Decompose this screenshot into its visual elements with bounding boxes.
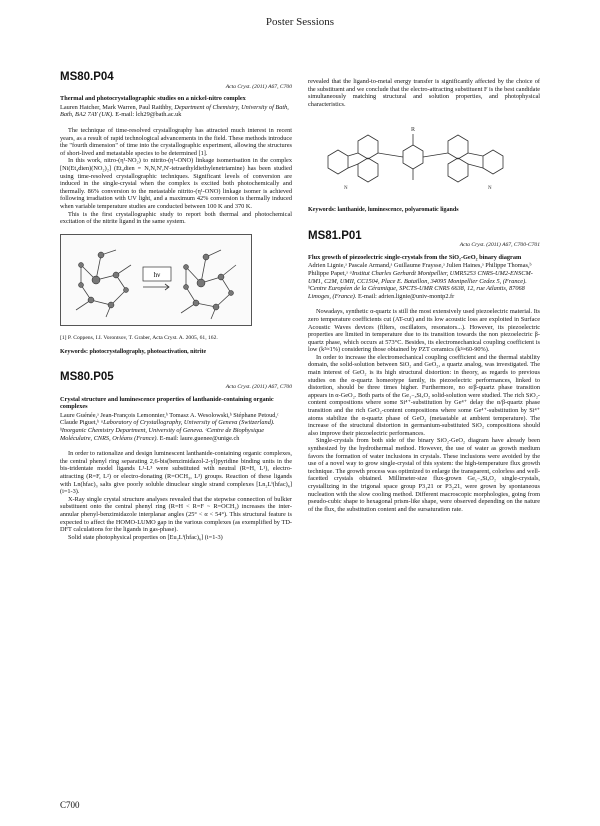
affiliation: Department of Chemistry, University of Bath, Bath, BA2 7AY (UK). <box>60 103 289 119</box>
svg-text:R: R <box>410 127 416 134</box>
reference: [1] P. Coppens, I.I. Vorontsov, T. Graber, Acta Cryst. A. 2005, 61, 162. <box>60 335 218 342</box>
right-column <box>308 78 540 513</box>
paragraph-continuation: revealed that the ligand-to-metal energy transfer is significantly affected by the choice of the substituent and we conclude that the electro-attracting substituent F is the best candidate simultaneously matching structural and solution properties, and photophysical characteristics. <box>308 78 540 108</box>
paragraph: Nowadays, synthetic α-quartz is still the most extensively used piezoelectric material. Its zero temperature coefficients cut (AT-cut) and its low acoustic loss are exploited in Surface Acoustic Waves devices (filters, oscillators, resonators...). However, its piezoelectric properties are limited in temperature due to its transition towards the non piezoelectric β-quartz phase, which occurs at 573°C. Besides, its electromechanical coupling coefficient is low (k²≈1%) considering those obtained by PZT ceramics (k²≈60-90%). <box>308 308 540 354</box>
author-list: Laure Guénée,ᵃ Jean-François Lemonnier,ᵇ Tomasz A. Wesolowski,ᵇ Stéphane Petoud,ᶜ Claude Piguet,ᵇ <box>60 411 279 427</box>
email: E-mail: laure.guenee@unige.ch <box>159 434 240 442</box>
paragraph: In order to increase the electromechanical coupling coefficient and the thermal stability domain, the solid-solution between SiO₂ and GeO₂, a quartz analog, was investigated. The main interest of GeO₂ is its high structural distortion: in theory, as regards to previous studies on the α-quartz homeotype family, its piezoelectric performances, linked to distortion, should be three times higher. Furthermore, no α/β-quartz phase transition appears in α-GeO₂. Both parts of the Ge₁₋ₓSiₓO₂ solid-solution were studied. The rich SiO₂-content compositions where some Si⁴⁺-substitution by Ge⁴⁺ delay the α/β-quartz phase transition and the rich GeO₂-content compositions where some Ge⁴⁺-substitution by Si⁴⁺ atoms stabilize the α-quartz phase of GeO₂ (metastable at ambient temperature). The increase of the structural distortion in germanium-substituted SiO₂ compositions should also improve their piezoelectric performances. <box>308 353 540 437</box>
author-list: Lauren Hatcher, Mark Warren, Paul Raithby, <box>60 103 173 111</box>
abstract-id: MS81.P01 <box>308 229 362 242</box>
page-number: C700 <box>60 800 80 810</box>
hv-label: hν <box>153 270 161 279</box>
abstract-title: Thermal and photocrystallographic studies on a nickel-nitro complex <box>60 95 246 103</box>
abstract-authors <box>308 262 540 300</box>
affiliation: ᵃInstitut Charles Gerhardt Montpellier, UMR5253 CNRS-UM2-ENSCM-UM1, C2M, UMII, CC1504, Place E. Bataillon, 34095 Montpellier Cedex 5, (France). ᵇCentre Européen de la Céramique, SPCTS-UMR CNRS 6638, 12, rue Atlantis, 87068 Limoges, (France). <box>308 269 533 300</box>
author-list: Adrien Lignie,ᵃ Pascale Armand,ᵃ Guillaume Fraysse,ᵃ Julien Haines,ᵃ Philippe Thomas,ᵇ Philippe Papet,ᵃ <box>308 262 532 277</box>
abstract-id: MS80.P05 <box>60 371 114 384</box>
keywords: Keywords: lanthanide, luminescence, polyaromatic ligands <box>308 206 459 213</box>
paragraph: In this work, nitro-(η¹-NO₂) to nitrito-(η¹-ONO) linkage isomerisation in the complex [Ni(Et₄dien)(NO₂)₂] (Et₄dien = N,N,N',N'-tetraethyldiethylenetriamine) has been studied using time-resolved crystallographic techniques. Significant levels of conversion are induced in the single-crystal when the complex is excited both photochemically and thermally. 86% conversion to the metastable nitrito-(η¹-ONO) linkage isomer is achieved following irradiation with UV light, and a maximum 42% conversion is thermally induced when variable temperature studies are conducted between 100 K and 370 K. <box>60 157 292 210</box>
paragraph: X-Ray single crystal structure analyses revealed that the stepwise connection of bulkier substituent onto the central phenyl ring (R=H < R=F ~ R=OCH₃) increases the inter-annular phenyl-benzimidazole interplanar angles (25° < α < 54°). This structural feature is expected to affect the HOMO-LUMO gap in the various complexes (as exemplified by TD-DFT calculations for the ligands in gas-phase). <box>60 495 292 534</box>
paragraph: This is the first crystallographic study to report both thermal and photochemical excitation of the nitrite ligand in the same system. <box>60 210 292 226</box>
svg-text:N: N <box>344 186 348 192</box>
abstract-citation: Acta Cryst. (2011) A67, C700 <box>225 384 292 391</box>
ligand-structure-figure <box>308 116 528 196</box>
svg-text:N: N <box>488 186 492 192</box>
keywords: Keywords: photocrystallography, photoactivation, nitrite <box>60 348 207 355</box>
abstract-citation: Acta Cryst. (2011) A67, C700-C701 <box>459 242 540 249</box>
page-header: Poster Sessions <box>265 16 335 28</box>
abstract-title: Flux growth of piezoelectric single-crystals from the SiO₂-GeO₂ binary diagram <box>308 253 522 261</box>
abstract-citation: Acta Cryst. (2011) A67, C700 <box>225 83 292 90</box>
abstract-id: MS80.P04 <box>60 71 114 83</box>
abstract-authors <box>60 104 292 119</box>
email: E-mail: lch29@bath.ac.uk <box>115 111 182 119</box>
paragraph: The technique of time-resolved crystallography has attracted much interest in recent years, as a result of rapid technological advancements in the field. These methods introduce the "fourth dimension" of time into the crystallographic experiment, allowing the structures of short-lived and metastable species to be determined [1]. <box>60 126 292 157</box>
left-column <box>60 60 292 541</box>
paragraph: Single-crystals from both side of the binary SiO₂-GeO₂ diagram have already been synthesized by the hydrothermal method. However, the use of water as growth medium favors the formation of water inclusions in crystals. These inclusions were avoided by the use of a novel way to grow single-crystal of this system: the high-temperature flux growth technique. The growth process was optimized to enlarge the transparent, colorless and well-facetted crystals obtained. Millimeter-size flux-grown Ge₁₋ₓSiₓO₂ single-crystals, crystallizing in the trigonal space group P3₁21 or P3₂21, were grown by spontaneous nucleation with the slow cooling method. Different macroscopic morphologies, going from pseudo-cubic shape to hexagonal prism-like shape, were observed depending on the nature of the flux, the substitution content and the sursaturation rate. <box>308 437 540 513</box>
affiliation: ᵃLaboratory of Crystallography, University of Geneva (Switzerland). ᵇInorganic Chemistry Department, University of Geneva. ᶜCentre de Biophysique Moléculaire, CNRS, Orléans (France). <box>60 419 275 442</box>
abstract-title: Crystal structure and luminescence properties of lanthanide-containing organic complexes <box>60 395 274 411</box>
paragraph: In order to rationalize and design luminescent lanthanide-containing organic complexes, the central phenyl ring separating 2,6-bis(benzimidazol-2-yl)pyridine binding units in the bis-tridentate model ligands L¹-L³ were substituted with neutral (R=H, L¹), electro-attracting (R=F, L²) or electro-donating (R=OCH₃, L³) groups. Reaction of these ligands with Ln(hfac)₃ salts give poorly soluble dinuclear single strand complexes [Ln₂Lⁱ(hfac)₆] (i=1-3). <box>60 450 292 496</box>
abstract-authors <box>60 412 292 442</box>
molecular-structure-figure <box>60 234 252 326</box>
paragraph: Solid state photophysical properties on [Eu₂Lⁱ(hfac)₆] (i=1-3) <box>68 533 223 541</box>
email: E-mail: adrien.lignie@univ-montp2.fr <box>358 292 455 300</box>
